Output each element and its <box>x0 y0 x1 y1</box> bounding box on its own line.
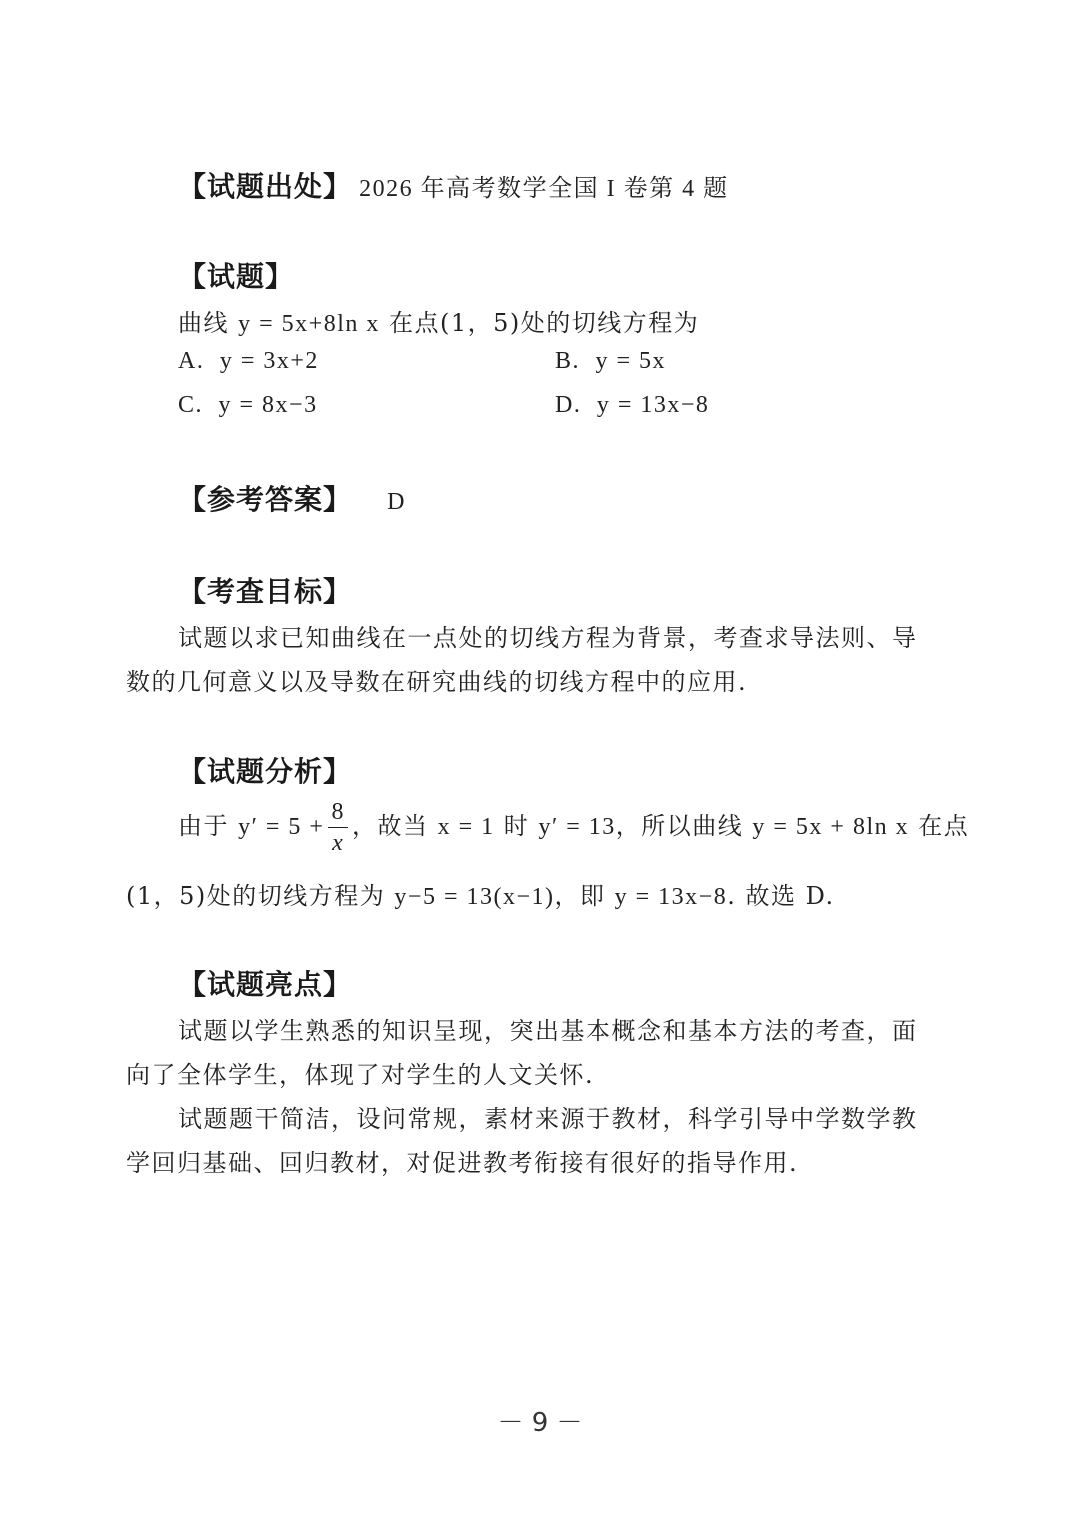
math-tangent-point-slope: y−5 = 13(x−1) <box>394 884 555 910</box>
option-a-equation: y = 3x+2 <box>219 348 319 374</box>
analysis-line-2 <box>126 876 835 911</box>
objective-heading: 【考查目标】 <box>178 575 353 608</box>
question-stem-prefix: 曲线 <box>178 309 229 337</box>
option-c-label: C. <box>178 392 204 418</box>
highlights-p1-line-2: 向了全体学生，体现了对学生的人文关怀. <box>126 1061 595 1089</box>
option-c-equation: y = 8x−3 <box>218 392 318 418</box>
highlights-heading: 【试题亮点】 <box>178 968 353 1001</box>
page-number: － 9 － <box>497 1408 583 1438</box>
analysis-text: 在点 <box>918 812 970 840</box>
highlights-p1-line-1: 试题以学生熟悉的知识呈现，突出基本概念和基本方法的考查，面 <box>178 1017 918 1045</box>
answer-heading: 【参考答案】 <box>178 483 353 516</box>
math-x-equals-1: x = 1 <box>437 814 495 840</box>
math-tangent-line: y = 13x−8 <box>614 884 728 910</box>
fraction-8-over-x <box>328 800 348 855</box>
analysis-text: 由于 <box>178 812 229 840</box>
objective-line-2: 数的几何意义以及导数在研究曲线的切线方程中的应用. <box>126 668 748 696</box>
option-d-label: D. <box>555 392 582 418</box>
analysis-heading: 【试题分析】 <box>178 755 353 788</box>
fraction-denominator: x <box>332 830 345 856</box>
analysis-text: ，所以曲线 <box>615 812 744 840</box>
option-d <box>555 392 709 419</box>
analysis-text: ，故当 <box>351 812 429 840</box>
objective-line-1: 试题以求已知曲线在一点处的切线方程为背景，考查求导法则、导 <box>178 624 918 652</box>
question-stem-suffix: 在点(1，5)处的切线方程为 <box>389 309 700 337</box>
math-curve-equation: y = 5x + 8ln x <box>752 814 910 840</box>
question-stem-equation: y = 5x+8ln x <box>238 311 380 337</box>
analysis-text: 时 <box>503 812 530 840</box>
source-heading: 【试题出处】 <box>178 170 353 203</box>
question-stem <box>178 303 699 338</box>
option-a <box>178 348 319 375</box>
fraction-numerator: 8 <box>328 800 348 828</box>
question-heading: 【试题】 <box>178 260 295 293</box>
analysis-text: ，即 <box>554 882 606 910</box>
analysis-text: (1，5)处的切线方程为 <box>126 882 386 910</box>
highlights-p2-line-2: 学回归基础、回归教材，对促进教考衔接有很好的指导作用. <box>126 1149 799 1177</box>
math-derivative-value: y′ = 13 <box>538 814 616 840</box>
option-c <box>178 392 318 419</box>
option-d-equation: y = 13x−8 <box>596 392 710 418</box>
option-b-equation: y = 5x <box>595 348 667 374</box>
analysis-text: . 故选 D. <box>727 882 835 910</box>
answer-section <box>178 478 406 518</box>
derivative-expression: y′ = 5 + <box>238 814 325 840</box>
analysis-line-1 <box>178 800 969 855</box>
option-b <box>555 348 666 375</box>
source-section <box>178 165 729 205</box>
highlights-p2-line-1: 试题题干简洁，设问常规，素材来源于教材，科学引导中学数学教 <box>178 1105 918 1133</box>
answer-value: D <box>387 489 406 515</box>
source-text: 2026 年高考数学全国 I 卷第 4 题 <box>359 176 729 202</box>
option-a-label: A. <box>178 348 205 374</box>
option-b-label: B. <box>555 348 581 374</box>
